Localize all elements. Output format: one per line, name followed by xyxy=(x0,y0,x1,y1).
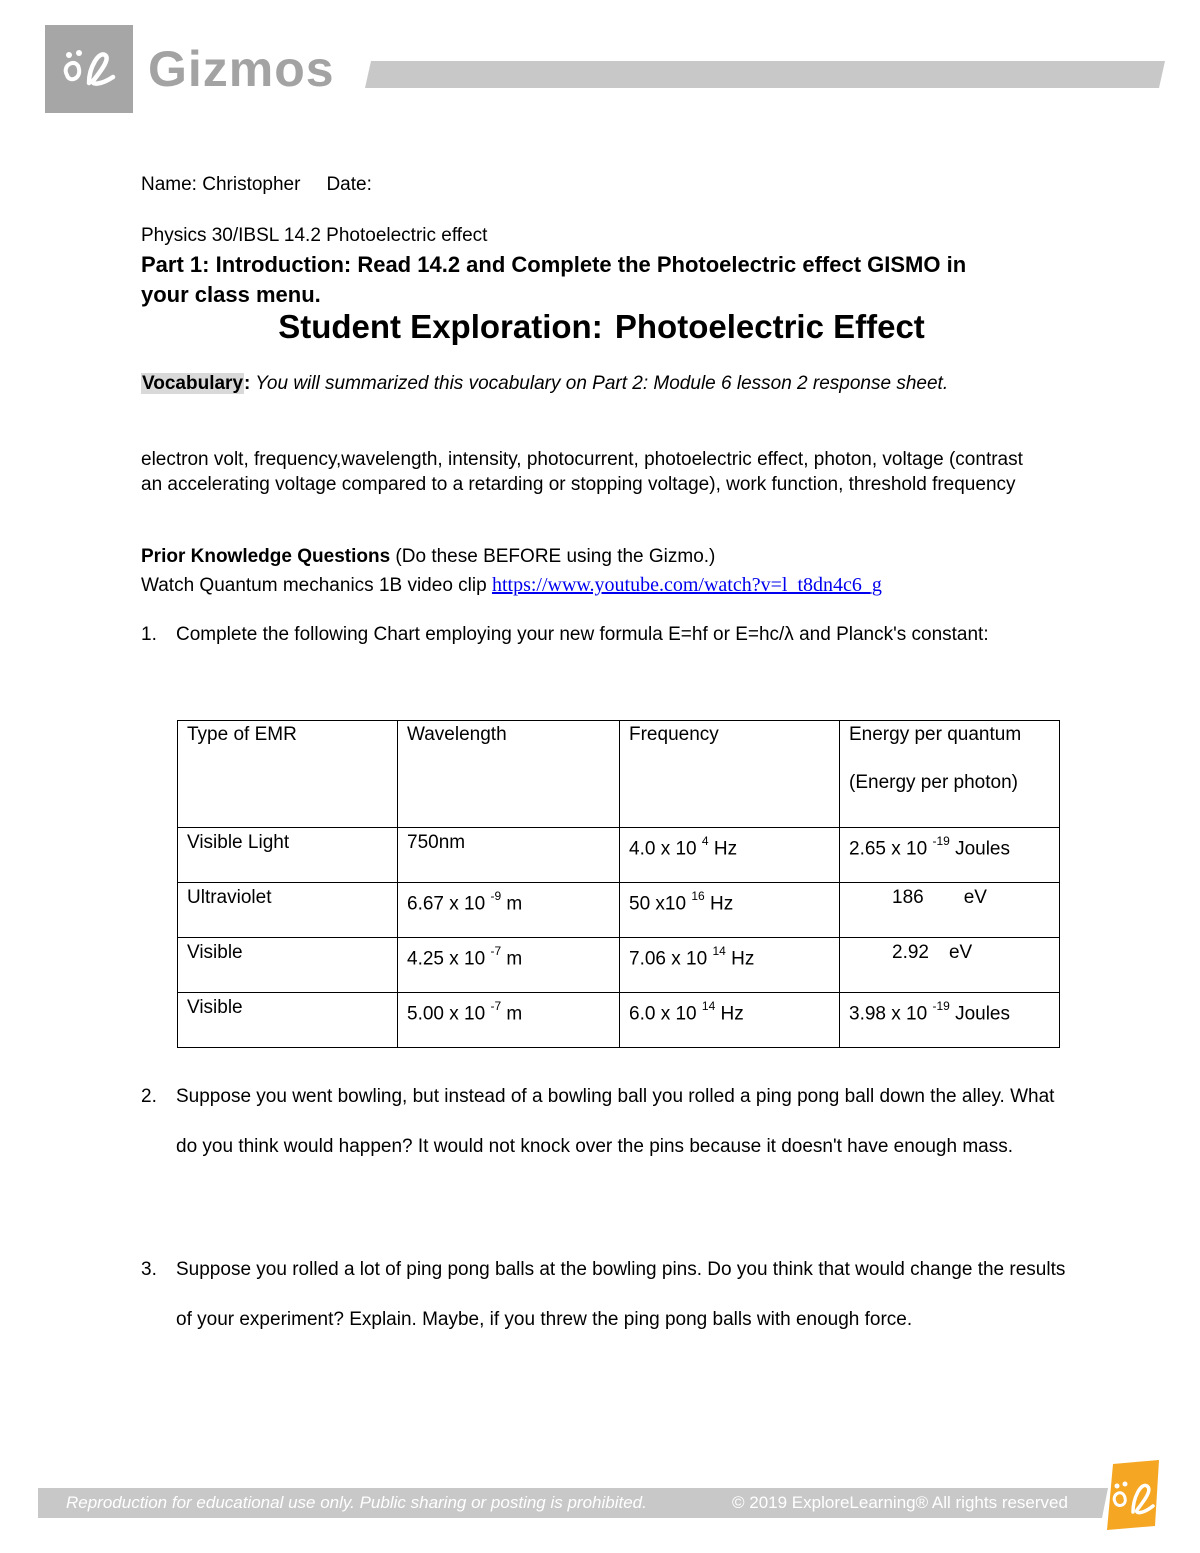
value-base: 3.98 x 10 xyxy=(849,1003,928,1025)
vocabulary-label: Vocabulary xyxy=(142,373,244,394)
cell-frequency xyxy=(620,993,840,1048)
value-exponent: -7 xyxy=(490,999,502,1013)
name-label: Name: Christopher xyxy=(141,174,301,195)
value-exponent: 14 xyxy=(712,944,726,958)
title-name: Photoelectric Effect xyxy=(614,308,925,345)
explorelearning-footer-logo-icon xyxy=(1105,1460,1161,1530)
value-unit: Joules xyxy=(949,838,1010,860)
question-3-number: 3. xyxy=(141,1259,157,1280)
value-base: 6.67 x 10 xyxy=(407,893,486,915)
watch-video-line xyxy=(141,573,882,598)
table-row xyxy=(178,883,1060,938)
value-unit: Hz xyxy=(704,893,734,915)
value-unit: eV xyxy=(948,942,973,963)
course-title: Physics 30/IBSL 14.2 Photoelectric effect xyxy=(141,225,488,246)
cell-energy xyxy=(840,883,1060,938)
vocabulary-section xyxy=(141,372,1021,396)
page-title xyxy=(0,307,1200,347)
cell-wavelength xyxy=(398,883,620,938)
vocabulary-words: electron volt, frequency,wavelength, intensity, photocurrent, photoelectric effect, photon, voltage (contrast an accelerating voltage compared to a retarding or stopping voltage), work function, threshold frequency xyxy=(141,449,1023,495)
value-unit: Hz xyxy=(725,948,755,970)
value-unit: eV xyxy=(963,887,987,908)
value-base: 5.00 x 10 xyxy=(407,1003,486,1025)
cell-wavelength xyxy=(398,938,620,993)
emr-table xyxy=(177,720,1060,1048)
part1-heading: Part 1: Introduction: Read 14.2 and Complete the Photoelectric effect GISMO in your class menu. xyxy=(141,252,967,307)
cell-wavelength xyxy=(398,828,620,883)
prior-knowledge-note: (Do these BEFORE using the Gizmo.) xyxy=(390,546,716,567)
cell-frequency xyxy=(620,883,840,938)
cell-energy xyxy=(840,993,1060,1048)
table-header-row xyxy=(178,721,1060,828)
cell-energy xyxy=(840,938,1060,993)
value-base: 7.06 x 10 xyxy=(629,948,708,970)
value-base: 4.25 x 10 xyxy=(407,948,486,970)
date-label: Date: xyxy=(326,174,372,195)
cell-type: Visible Light xyxy=(178,828,398,883)
header-energy-line1: Energy per quantum xyxy=(849,724,1022,745)
header-bar xyxy=(365,61,1165,88)
value-base: 4.0 x 10 xyxy=(629,838,697,860)
value-exponent: 16 xyxy=(691,889,705,903)
title-prefix: Student Exploration: xyxy=(278,308,603,345)
cell-type: Visible xyxy=(178,993,398,1048)
footer-copyright: © 2019 ExploreLearning® All rights reserved xyxy=(732,1493,1068,1512)
value-unit: m xyxy=(501,948,523,970)
question-1-text: Complete the following Chart employing your new formula E=hf or E=hc/λ and Planck's constant: xyxy=(176,624,989,645)
cell-frequency xyxy=(620,828,840,883)
vocabulary-colon: : xyxy=(244,373,251,394)
footer-disclaimer: Reproduction for educational use only. Public sharing or posting is prohibited. xyxy=(66,1493,647,1512)
table-row xyxy=(178,993,1060,1048)
question-1-number: 1. xyxy=(141,624,157,645)
value-base: 2.65 x 10 xyxy=(849,838,928,860)
value-exponent: -7 xyxy=(490,944,502,958)
name-date-line xyxy=(141,173,372,197)
cell-type: Ultraviolet xyxy=(178,883,398,938)
value-unit: m xyxy=(501,1003,523,1025)
brand-name: Gizmos xyxy=(148,41,335,97)
video-link[interactable]: https://www.youtube.com/watch?v=l_t8dn4c6_g xyxy=(491,574,882,596)
value-exponent: -19 xyxy=(932,999,950,1013)
prior-knowledge-heading xyxy=(141,545,715,569)
vocabulary-instruction: You will summarized this vocabulary on Part 2: Module 6 lesson 2 response sheet. xyxy=(250,373,949,394)
table-row xyxy=(178,938,1060,993)
question-2-text: Suppose you went bowling, but instead of a bowling ball you rolled a ping pong ball down the alley. What do you think would happen? It would not knock over the pins because it doesn't have enough mass. xyxy=(176,1086,1055,1157)
prior-knowledge-label: Prior Knowledge Questions xyxy=(141,546,391,567)
header-cell: Wavelength xyxy=(398,721,620,828)
value-base: 6.0 x 10 xyxy=(629,1003,697,1025)
value-exponent: -19 xyxy=(932,834,950,848)
watch-text: Watch Quantum mechanics 1B video clip xyxy=(141,575,492,596)
header-cell: Frequency xyxy=(620,721,840,828)
value-unit: Joules xyxy=(949,1003,1010,1025)
cell-frequency xyxy=(620,938,840,993)
value-base: 750nm xyxy=(407,832,466,853)
value-number: 186 xyxy=(892,887,924,908)
question-3-text: Suppose you rolled a lot of ping pong balls at the bowling pins. Do you think that would change the results of your experiment? Explain. Maybe, if you threw the ping pong balls with enough force. xyxy=(176,1259,1066,1330)
cell-energy xyxy=(840,828,1060,883)
value-exponent: 14 xyxy=(701,999,716,1013)
value-number: 2.92 xyxy=(892,942,929,963)
header-energy-line2: (Energy per photon) xyxy=(849,772,1018,793)
explorelearning-logo-icon xyxy=(59,47,119,91)
cell-wavelength xyxy=(398,993,620,1048)
value-exponent: -9 xyxy=(490,889,502,903)
value-base: 50 x10 xyxy=(629,893,687,915)
header-cell xyxy=(840,721,1060,828)
table-row xyxy=(178,828,1060,883)
value-exponent: 4 xyxy=(701,834,709,848)
value-unit: m xyxy=(501,893,523,915)
value-unit: Hz xyxy=(715,1003,744,1025)
value-unit: Hz xyxy=(708,838,738,860)
header-cell: Type of EMR xyxy=(178,721,398,828)
question-2-number: 2. xyxy=(141,1086,157,1107)
cell-type: Visible xyxy=(178,938,398,993)
gizmos-logo xyxy=(45,25,133,113)
